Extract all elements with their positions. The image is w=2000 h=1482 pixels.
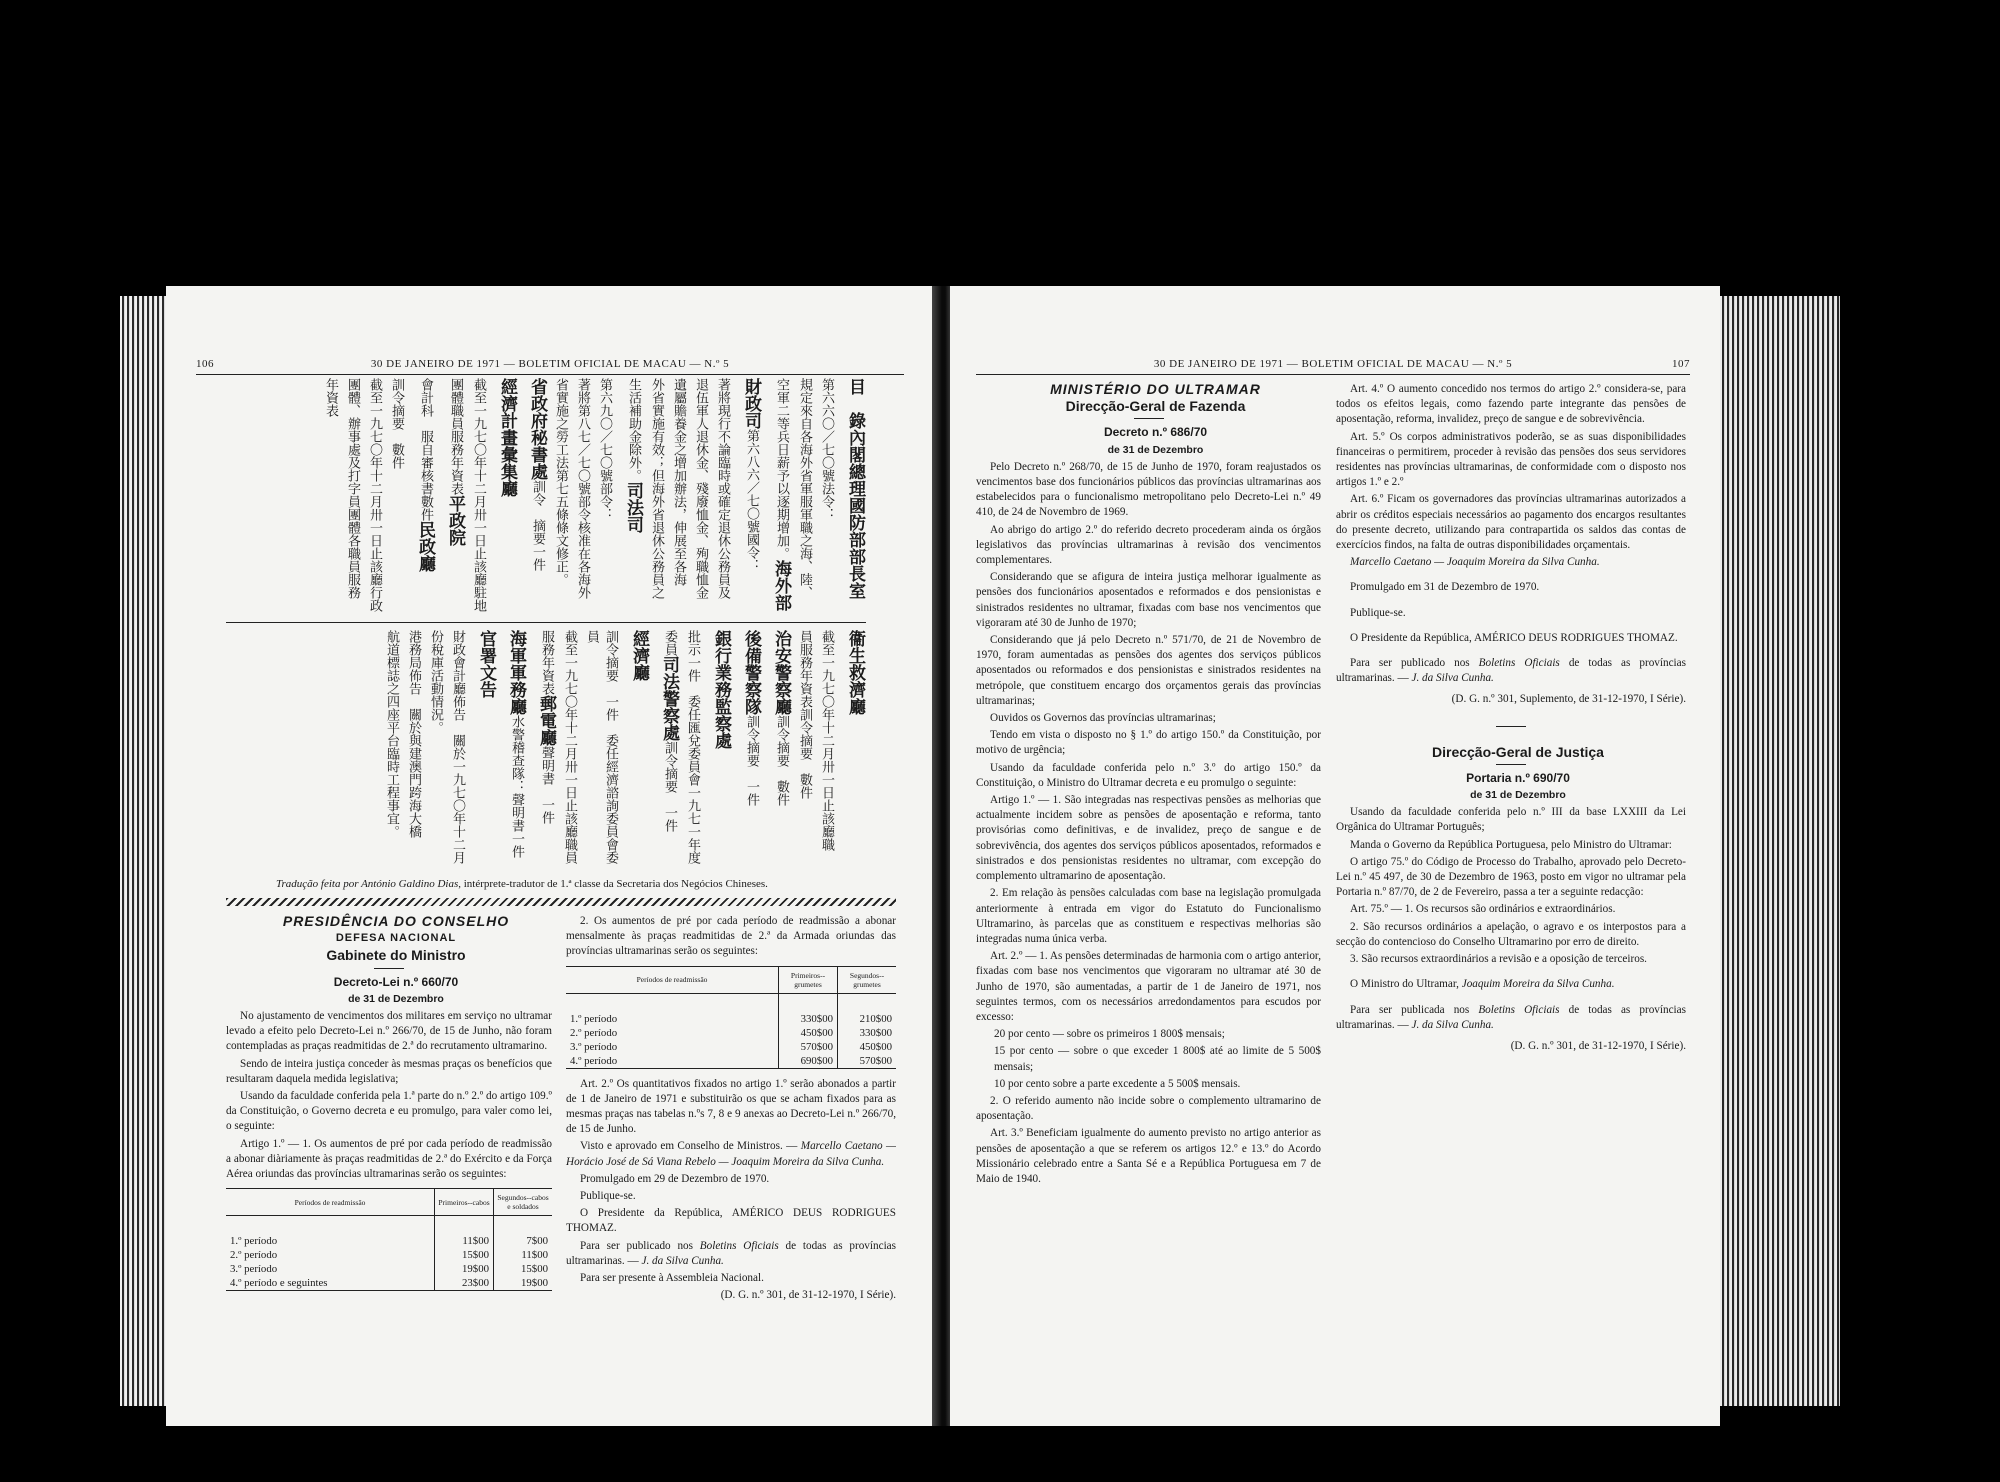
chinese-entry: 財政會計廳佈告 關於一九七〇年十二月 — [450, 630, 465, 864]
paragraph: Tendo em vista o disposto no § 1.º do artigo 150.º da Constituição, por motivo de urgência; — [976, 729, 1321, 757]
table-cell: 1.º período — [230, 1235, 278, 1248]
publication-signature: J. da Silva Cunha. — [641, 1254, 724, 1267]
section-ornament-rule — [226, 898, 896, 906]
paragraph: Artigo 1.º — 1. São integradas nas respectivas pensões as melhorias que actualmente incidem sobre as pensões de aposentação e reforma, tanto provisórias como definitivas, e de invalidez, preço de sangue e de sobrevivência, dos agentes dos serviços públicos aposentados, reformados e sinistrados e dos pensionistas residentes no ultramar, com excepção do complemento ultramarino de aposentação. — [976, 794, 1321, 883]
dg-reference: (D. G. n.º 301, de 31-12-1970, I Série). — [1510, 1039, 1686, 1052]
chinese-entry: 會計科 服自審核書數件 — [418, 378, 433, 521]
short-rule — [1496, 726, 1526, 727]
publication-italic: Boletins Oficiais — [1478, 657, 1560, 670]
chinese-entry: 訓令摘要 數件 — [774, 715, 789, 806]
publication-text: Para ser publicada nos — [1350, 1003, 1479, 1016]
paragraph: Ouvidos os Governos das províncias ultramarinas; — [990, 712, 1216, 725]
decree-date: de 31 de Dezembro — [1107, 443, 1204, 456]
chinese-heading: 秘書處 — [527, 429, 547, 480]
directorate-heading: Direcção-Geral de Fazenda — [1065, 398, 1246, 415]
directorate-heading: Direcção-Geral de Justiça — [1432, 743, 1604, 760]
table-header: Primeiros--cabos — [435, 1189, 494, 1216]
section-heading: PRESIDÊNCIA DO CONSELHO — [282, 913, 510, 929]
paragraph: Ao abrigo do artigo 2.º do referido decreto procederam ainda os órgãos legislativos das províncias ultramarinas à revisão dos vencimentos complementares. — [976, 523, 1321, 567]
chinese-entry: 聲明書 一件 — [539, 746, 554, 824]
open-bulletin-book — [120, 286, 1840, 1426]
table-header: Segundos--grumetes — [838, 966, 897, 993]
chinese-entry: 訓令 摘要一件 — [530, 480, 545, 571]
chinese-entry: 著將第八七／七〇號部令核准在各海外 — [575, 378, 590, 599]
publication-signature: J. da Silva Cunha. — [1411, 672, 1494, 685]
table-cell: 4.º período e seguintes — [226, 1276, 435, 1291]
table-cell: 570$00 — [838, 1054, 897, 1069]
chinese-heading: 經濟計畫彙集廳 — [497, 378, 517, 497]
left-column-2 — [566, 914, 896, 1305]
chinese-heading: 銀行業務監察處 — [711, 630, 731, 749]
paragraph: Publique-se. — [580, 1190, 636, 1203]
table-cell: 2.º período — [570, 1026, 618, 1039]
left-running-head — [196, 358, 904, 370]
running-head-title-right: 30 DE JANEIRO DE 1971 — BOLETIM OFICIAL DE MACAU — N.º 5 — [1153, 358, 1513, 370]
paragraph: 3. São recursos extraordinários a revisão e a oposição de terceiros. — [1350, 953, 1647, 966]
paragraph: Promulgado em 29 de Dezembro de 1970. — [580, 1172, 770, 1185]
paragraph: Promulgado em 31 de Dezembro de 1970. — [1350, 581, 1540, 594]
left-column-1 — [226, 914, 552, 1299]
table-cell: 570$00 — [779, 1040, 838, 1054]
portaria-date: de 31 de Dezembro — [1470, 789, 1566, 802]
navy-increase-table — [566, 966, 896, 1069]
paragraph: No ajustamento de vencimentos dos militares em serviço no ultramar levado a efeito pelo Decreto-Lei n.º 266/70, de 15 de Junho, não foram contempladas as praças readmitidas de 2.ª do recrutamento ultramarino. — [226, 1010, 552, 1053]
approval-signatures: Marcello Caetano — Horácio José de Sá Viana Rebelo — Joaquim Moreira da Silva Cunha. — [566, 1140, 897, 1168]
table-cell: 23$00 — [435, 1276, 494, 1291]
ministry-heading: MINISTÉRIO DO ULTRAMAR — [1050, 381, 1261, 397]
chinese-heading: 部長室 — [845, 548, 865, 599]
chinese-entry: 截至一九七〇年十二月卅一日止該廳職 — [819, 630, 834, 851]
chinese-heading: 省政府 — [527, 378, 547, 429]
publication-signature: J. da Silva Cunha. — [1411, 1018, 1494, 1031]
table-header: Primeiros--grumetes — [779, 966, 838, 993]
table-row — [566, 1026, 896, 1040]
page-number-right: 107 — [1672, 358, 1690, 370]
chinese-entry: 訓令摘要 一件 — [744, 715, 759, 806]
office-heading: Gabinete do Ministro — [326, 947, 466, 964]
table-cell: 3.º período — [230, 1263, 278, 1276]
subsection-heading: DEFESA NACIONAL — [335, 932, 457, 945]
chinese-heading: 司法司 — [623, 482, 643, 533]
paragraph: Art. 2.º Os quantitativos fixados no artigo 1.º serão abonados a partir de 1 de Janeiro de 1971 e substituirão os que se acham fixados para as mesmas praças nas tabelas n.ºs 7, 8 e 9 anexas ao Decreto-Lei n.º 266/70, de 15 de Junho. — [566, 1077, 896, 1136]
table-cell: 450$00 — [779, 1026, 838, 1040]
chinese-entry: 委員 — [662, 630, 677, 656]
chinese-entry: 航道標誌之四座平台臨時工程事宜。 — [384, 630, 399, 838]
publication-text-mid: de todas as províncias ultramarinas. — — [1336, 1003, 1686, 1031]
chinese-entry: 截至一九七〇年十二月卅一日止該廳行政 — [367, 378, 382, 612]
decree-title: Decreto-Lei n.º 660/70 — [333, 974, 459, 989]
chinese-entry: 第六九〇／七〇號部令： — [597, 378, 612, 521]
paragraph: Usando da faculdade conferida pela 1.ª parte do n.º 2.º do artigo 109.º da Constituição, o Governo decreta e eu promulgo, para valer como lei, o seguinte: — [226, 1090, 552, 1133]
minister-name: Joaquim Moreira da Silva Cunha. — [1461, 978, 1615, 991]
table-cell: 4.º período — [566, 1054, 779, 1069]
left-page-edges — [120, 296, 168, 1406]
table-row — [566, 1012, 896, 1026]
table-cell: 330$00 — [779, 1012, 838, 1026]
table-cell: 450$00 — [838, 1040, 897, 1054]
minister-text: O Ministro do Ultramar, — [1350, 978, 1462, 991]
table-cell: 2.º período — [230, 1249, 278, 1262]
chinese-entry: 訓令摘要 一件 委任經濟諮詢委員會委員 — [584, 630, 618, 864]
paragraph: Usando da faculdade conferida pelo n.º 3.º do artigo 150.º da Constituição, o Ministro do Ultramar decreta e eu promulgo o seguinte: — [976, 761, 1321, 789]
table-row — [226, 1248, 552, 1262]
chinese-summary-divider — [226, 622, 866, 623]
chinese-heading: 目 錄 — [845, 378, 865, 429]
chinese-heading: 財政司 — [741, 378, 761, 429]
chinese-heading: 國防部 — [845, 497, 865, 548]
translation-note — [276, 878, 768, 890]
chinese-entry: 第六六〇／七〇號法令： — [819, 378, 834, 521]
table-cell: 7$00 — [494, 1234, 553, 1248]
table-header: Segundos--cabos e soldados — [494, 1189, 553, 1216]
chinese-entry: 服務年資表 — [539, 630, 554, 695]
paragraph: 2. São recursos ordinários a apelação, o agravo e os interpostos para a secção do contencioso do Conselho Ultramarino por erro de direito. — [1336, 920, 1686, 948]
chinese-heading: 海外部 — [771, 560, 791, 611]
paragraph: Artigo 1.º — 1. Os aumentos de pré por cada período de readmissão a abonar diàriamente às praças readmitidas de 2.ª do Exército e da Força Aérea oriundas das províncias ultramarinas serão os seguintes: — [226, 1137, 552, 1181]
chinese-entry: 訓令摘要 數件 — [389, 378, 404, 469]
chinese-heading: 官署文告 — [476, 630, 496, 698]
decree-date: de 31 de Dezembro — [348, 992, 444, 1005]
chinese-heading: 經濟廳 — [629, 630, 649, 681]
table-cell: 19$00 — [435, 1262, 494, 1276]
table-cell: 330$00 — [838, 1026, 897, 1040]
paragraph: 2. O referido aumento não incide sobre o complemento ultramarino de aposentação. — [976, 1094, 1321, 1123]
chinese-entry: 員服務年資表 — [797, 630, 812, 708]
chinese-entry: 訓令摘要 一件 — [662, 741, 677, 832]
chinese-entry: 第六八六／七〇號國令： — [744, 429, 759, 572]
publication-italic: Boletins Oficiais — [699, 1239, 779, 1252]
chinese-entry: 年資表 — [323, 378, 338, 417]
paragraph: Considerando que se afigura de inteira justiça melhorar igualmente as pensões dos funcionários aposentados e reformados e dos pensionistas e sinistrados residentes no ultramar, fixadas com base nos vencimentos que vigoraram até 30 de Junho de 1970; — [976, 571, 1321, 629]
chinese-entry: 規定來自各海外省軍服軍職之海、陸、 — [797, 378, 812, 599]
army-increase-table — [226, 1188, 552, 1291]
paragraph: O Presidente da República, AMÉRICO DEUS RODRIGUES THOMAZ. — [566, 1207, 896, 1235]
running-head-title-left: 30 DE JANEIRO DE 1971 — BOLETIM OFICIAL DE MACAU — N.º 5 — [370, 358, 730, 370]
head-rule-right — [976, 374, 1690, 375]
dg-reference: (D. G. n.º 301, Suplemento, de 31-12-1970, I Série). — [1451, 693, 1686, 706]
chinese-heading: 海軍軍務廳 — [506, 630, 526, 715]
chinese-heading: 郵電廳 — [536, 695, 556, 746]
right-page — [950, 286, 1720, 1426]
paragraph — [566, 1239, 896, 1269]
paragraph: Art. 3.º Beneficiam igualmente do aumento previsto no artigo anterior as pensões de aposentação a que se referem os artigos 12.º e 13.º do Acordo Missionário celebrado entre a Santa Sé e a República Portuguesa em 7 de Maio de 1940. — [976, 1127, 1321, 1185]
table-row — [566, 1040, 896, 1054]
paragraph: O Presidente da República, AMÉRICO DEUS RODRIGUES THOMAZ. — [1350, 631, 1678, 644]
chinese-entry: 外省實施有效；但海外省退休公務員之 — [649, 378, 664, 599]
table-row — [226, 1276, 552, 1291]
dg-reference: (D. G. n.º 301, de 31-12-1970, I Série). — [720, 1289, 896, 1302]
table-cell: 15$00 — [494, 1262, 553, 1276]
paragraph: Manda o Governo da República Portuguesa, pelo Ministro do Ultramar: — [1350, 838, 1672, 851]
signature-names: Marcello Caetano — Joaquim Moreira da Silva Cunha. — [1350, 556, 1600, 569]
chinese-heading: 衞生救濟廳 — [845, 630, 865, 715]
paragraph: 2. Em relação às pensões calculadas com base na legislação promulgada anteriormente à entrada em vigor do Estatuto do Funcionalismo Ultramarino, às parcelas que as constituem e respectivas melhorias são integradas numa única verba. — [976, 887, 1321, 945]
paragraph — [566, 1139, 896, 1169]
chinese-entry: 截至一九七〇年十二月卅一日止該廳職員 — [562, 630, 577, 864]
chinese-entry: 退伍軍人退休金、殘廢恤金、殉職恤金 — [693, 378, 708, 599]
chinese-entry: 團體、辦事處及打字員團體各職員服務 — [345, 378, 360, 599]
signatures — [1336, 555, 1686, 570]
right-page-edges — [1720, 296, 1840, 1406]
paragraph: Art. 75.º — 1. Os recursos são ordinários e extraordinários. — [1350, 903, 1616, 916]
chinese-entry: 水警稽查隊： — [509, 715, 524, 793]
paragraph — [1336, 977, 1686, 992]
translation-note-prefix: Tradução feita por — [276, 878, 362, 890]
table-cell: 210$00 — [838, 1012, 897, 1026]
portaria-title: Portaria n.º 690/70 — [1466, 770, 1570, 785]
right-column-1 — [976, 382, 1321, 1189]
head-rule-left — [196, 374, 904, 375]
chinese-entry: 生活補助金除外。 — [626, 378, 641, 482]
chinese-entry: 省實施之勞工法第七五條條文修正。 — [553, 378, 568, 586]
paragraph — [1336, 1003, 1686, 1033]
table-cell: 15$00 — [435, 1248, 494, 1262]
table-row — [226, 1262, 552, 1276]
chinese-summary-top — [226, 378, 866, 616]
table-cell: 11$00 — [435, 1234, 494, 1248]
chinese-entry: 遺屬贍養金之增加辦法，伸展至各海 — [671, 378, 686, 586]
translator-name: António Galdino Dias — [361, 878, 459, 890]
chinese-entry: 團體職員服務年資表 — [448, 378, 463, 495]
chinese-heading: 平政院 — [445, 495, 465, 546]
paragraph: 2. Os aumentos de pré por cada período de readmissão a abonar mensalmente às praças readmitidas de 2.ª da Armada oriundas das províncias ultramarinas serão os seguintes: — [566, 915, 896, 958]
chinese-entry: 空軍二等兵日薪予以逐期增加。 — [774, 378, 789, 560]
table-header: Períodos de readmissão — [226, 1189, 435, 1216]
chinese-entry: 聲明書一件 — [509, 793, 524, 858]
paragraph: Sendo de inteira justiça conceder às mesmas praças os benefícios que resultaram daquela medida legislativa; — [226, 1057, 552, 1085]
paragraph: Considerando que já pelo Decreto n.º 571/70, de 21 de Novembro de 1970, foram aumentadas as pensões dos agentes dos serviços públicos aposentados ou reformados e dos pensionistas e sinistrados residentes na metrópole, que constituem encargo dos orçamentos gerais das províncias ultramarinas; — [976, 634, 1321, 707]
short-rule — [1496, 764, 1526, 765]
chinese-entry: 港務局佈告 關於與建澳門跨海大橋 — [406, 630, 421, 838]
chinese-entry: 份稅庫活動情況。 — [428, 630, 443, 734]
table-cell: 11$00 — [494, 1248, 553, 1262]
chinese-heading: 後備警察隊 — [741, 630, 761, 715]
table-header: Períodos de readmissão — [566, 966, 779, 993]
translation-note-suffix: , intérprete-tradutor de 1.ª classe da Secretaria dos Negócios Chineses. — [458, 878, 768, 890]
paragraph: Art. 4.º O aumento concedido nos termos do artigo 2.º considera-se, para todos os efeitos legais, como fazendo parte integrante das pensões de aposentação, reforma, invalidez, preço de sangue e de sobrevivência. — [1336, 383, 1686, 426]
paragraph: Pelo Decreto n.º 268/70, de 15 de Junho de 1970, foram reajustados os vencimentos base dos funcionários públicos das províncias ultramarinas aos estabelecidos para o funcionalismo metropolitano pelo Decreto-Lei n.º 49 410, de 24 de Novembro de 1969. — [976, 460, 1321, 519]
table-row — [566, 1054, 896, 1069]
paragraph: Art. 5.º Os corpos administrativos poderão, se as suas disponibilidades financeiras o permitirem, proceder à revisão das pensões dos seus servidores residentes nas províncias ultramarinas, de conformidade com o disposto nos artigos 1.º e 2.º — [1336, 430, 1686, 489]
paragraph: Usando da faculdade conferida pelo n.º III da base LXXIII da Lei Orgânica do Ultramar Português; — [1336, 806, 1686, 834]
decree-title: Decreto n.º 686/70 — [1103, 425, 1208, 440]
approval-text: Visto e aprovado em Conselho de Ministros. — — [580, 1140, 801, 1153]
table-cell: 19$00 — [494, 1276, 553, 1291]
paragraph: 15 por cento — sobre o que exceder 1 800$ até ao limite de 5 500$ mensais; — [994, 1045, 1321, 1073]
publication-text: Para ser publicado nos — [580, 1239, 700, 1252]
table-row — [226, 1234, 552, 1248]
right-column-2 — [1336, 382, 1686, 1056]
paragraph: Para ser presente à Assembleia Nacional. — [580, 1272, 764, 1285]
table-cell: 1.º período — [570, 1012, 618, 1025]
chinese-heading: 民政廳 — [415, 521, 435, 572]
chinese-heading: 司法警察處 — [659, 656, 679, 741]
left-page — [166, 286, 934, 1426]
chinese-entry: 批示一件 委任匯兌委員會一九七一年度 — [685, 630, 700, 864]
chinese-heading: 內閣總理 — [845, 429, 865, 497]
paragraph: 10 por cento sobre a parte excedente a 5 500$ mensais. — [994, 1077, 1241, 1090]
paragraph — [1336, 656, 1686, 686]
chinese-heading: 治安警察廳 — [771, 630, 791, 715]
publication-text-mid: de todas as províncias ultramarinas. — — [566, 1239, 896, 1267]
paragraph: Art. 2.º — 1. As pensões determinadas de harmonia com o artigo anterior, fixadas com base nos vencimentos que vigoraram no ultramar até 30 de Junho de 1970, são aumentadas, a partir de 1 de Janeiro de 1971, nos seguintes termos, com os necessários arredondamentos para escudos por excesso: — [976, 950, 1321, 1023]
short-rule — [1134, 418, 1164, 419]
table-cell: 690$00 — [779, 1054, 838, 1069]
chinese-summary-bottom — [226, 630, 866, 866]
right-running-head — [976, 358, 1690, 370]
publication-italic: Boletins Oficiais — [1478, 1003, 1560, 1016]
publication-text-mid: de todas as províncias ultramarinas. — — [1336, 657, 1686, 685]
chinese-entry: 訓令摘要 數件 — [797, 708, 812, 799]
page-number-left: 106 — [196, 358, 214, 370]
paragraph: Art. 6.º Ficam os governadores das províncias ultramarinas autorizados a abrir os créditos especiais necessários ao pagamento dos encargos resultantes do presente decreto, utilizando para contrapartida os saldos das contas de exercícios findos, na falta de outras disponibilidades orçamentais. — [1336, 493, 1686, 552]
chinese-entry: 截至一九七〇年十二月卅一日止該廳駐地 — [471, 378, 486, 612]
short-rule — [374, 968, 404, 969]
publication-text: Para ser publicado nos — [1350, 657, 1479, 670]
paragraph: O artigo 75.º do Código de Processo do Trabalho, aprovado pelo Decreto-Lei n.º 45 497, de 30 de Dezembro de 1963, posto em vigor no ultramar pela Portaria n.º 87/70, de 2 de Fevereiro, passa a ter a seguinte redacção: — [1336, 855, 1686, 899]
table-cell: 3.º período — [570, 1040, 618, 1053]
paragraph: Publique-se. — [1350, 606, 1406, 619]
paragraph: 20 por cento — sobre os primeiros 1 800$ mensais; — [994, 1028, 1225, 1041]
chinese-entry: 著將現行不論臨時或確定退休公務員及 — [715, 378, 730, 599]
